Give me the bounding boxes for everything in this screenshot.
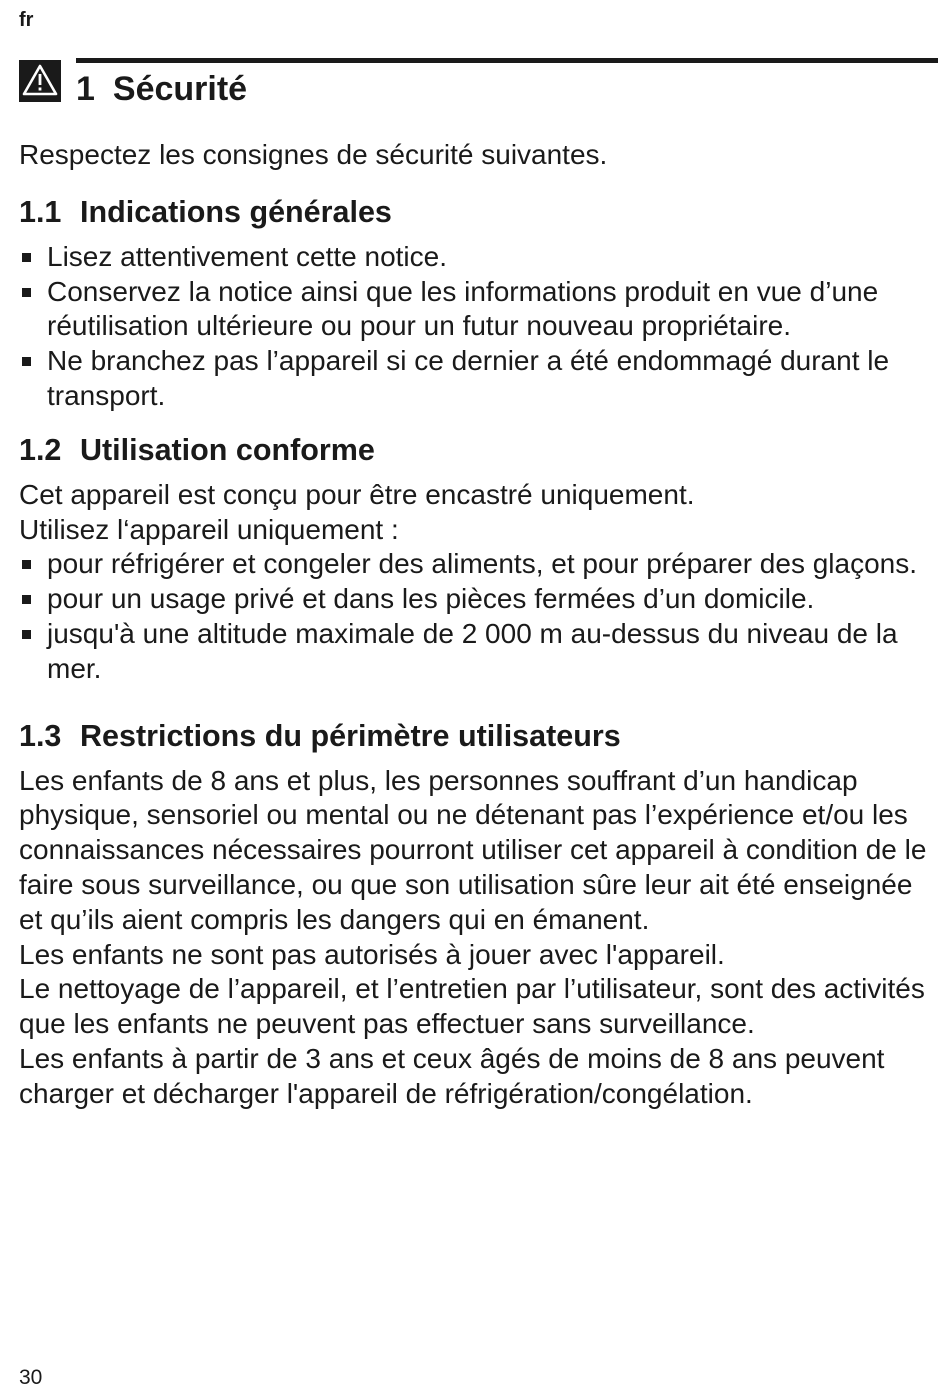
bullet-icon bbox=[22, 288, 31, 297]
list-item: Ne branchez pas l’appareil si ce dernier a été endommagé durant le transport. bbox=[19, 344, 931, 414]
intended-use-bullet-list bbox=[19, 547, 931, 686]
section-number: 1.3 bbox=[19, 718, 62, 753]
list-item: jusqu'à une altitude maximale de 2 000 m au-dessus du niveau de la mer. bbox=[19, 617, 931, 687]
general-bullet-list bbox=[19, 240, 931, 414]
bullet-icon bbox=[22, 357, 31, 366]
language-code: fr bbox=[19, 9, 34, 31]
list-item: Lisez attentivement cette notice. bbox=[19, 240, 931, 275]
list-item: pour un usage privé et dans les pièces fermées d’un domicile. bbox=[19, 582, 931, 617]
bullet-icon bbox=[22, 595, 31, 604]
page-content bbox=[19, 138, 931, 1112]
list-item: Conservez la notice ainsi que les informations produit en vue d’une réutilisation ultérieure ou pour un futur nouveau propriétaire. bbox=[19, 275, 931, 345]
chapter-intro: Respectez les consignes de sécurité suivantes. bbox=[19, 139, 608, 170]
section-number: 1.2 bbox=[19, 432, 62, 467]
chapter-heading bbox=[76, 70, 247, 109]
paragraph: Le nettoyage de l’appareil, et l’entretien par l’utilisateur, sont des activités que les enfants ne peuvent pas effectuer sans surveillance. bbox=[19, 973, 925, 1040]
bullet-icon bbox=[22, 630, 31, 639]
chapter-title: Sécurité bbox=[112, 70, 248, 108]
section-heading-general bbox=[19, 192, 931, 232]
warning-icon bbox=[19, 60, 61, 102]
section-heading-user-restrictions bbox=[19, 716, 931, 756]
paragraph: Les enfants à partir de 3 ans et ceux âgés de moins de 8 ans peuvent charger et décharger l'appareil de réfrigération/congélation. bbox=[19, 1042, 885, 1109]
section-title: Utilisation conforme bbox=[80, 432, 375, 467]
bullet-icon bbox=[22, 253, 31, 262]
paragraph: Les enfants de 8 ans et plus, les personnes souffrant d’un handicap physique, sensoriel ou mental ou ne détenant pas l’expérience et/ou les connaissances nécessaires pourront utiliser cet appareil à condition de le faire sous surveillance, ou que son utilisation sûre leur ait été enseignée et qu’ils aient compris les dangers qui en émanent. bbox=[19, 764, 927, 935]
chapter-number: 1 bbox=[76, 70, 95, 108]
section-number: 1.1 bbox=[19, 194, 62, 229]
bullet-icon bbox=[22, 560, 31, 569]
paragraph: Utilisez l‘appareil uniquement : bbox=[19, 513, 399, 545]
paragraph: Cet appareil est conçu pour être encastré uniquement. bbox=[19, 478, 695, 510]
chapter-rule bbox=[76, 58, 938, 63]
section-heading-intended-use bbox=[19, 430, 931, 470]
paragraph: Les enfants ne sont pas autorisés à jouer avec l'appareil. bbox=[19, 938, 725, 970]
page-number: 30 bbox=[19, 1366, 43, 1389]
section-title: Indications générales bbox=[80, 194, 392, 229]
list-item: pour réfrigérer et congeler des aliments, et pour préparer des glaçons. bbox=[19, 547, 931, 582]
section-title: Restrictions du périmètre utilisateurs bbox=[80, 718, 621, 753]
